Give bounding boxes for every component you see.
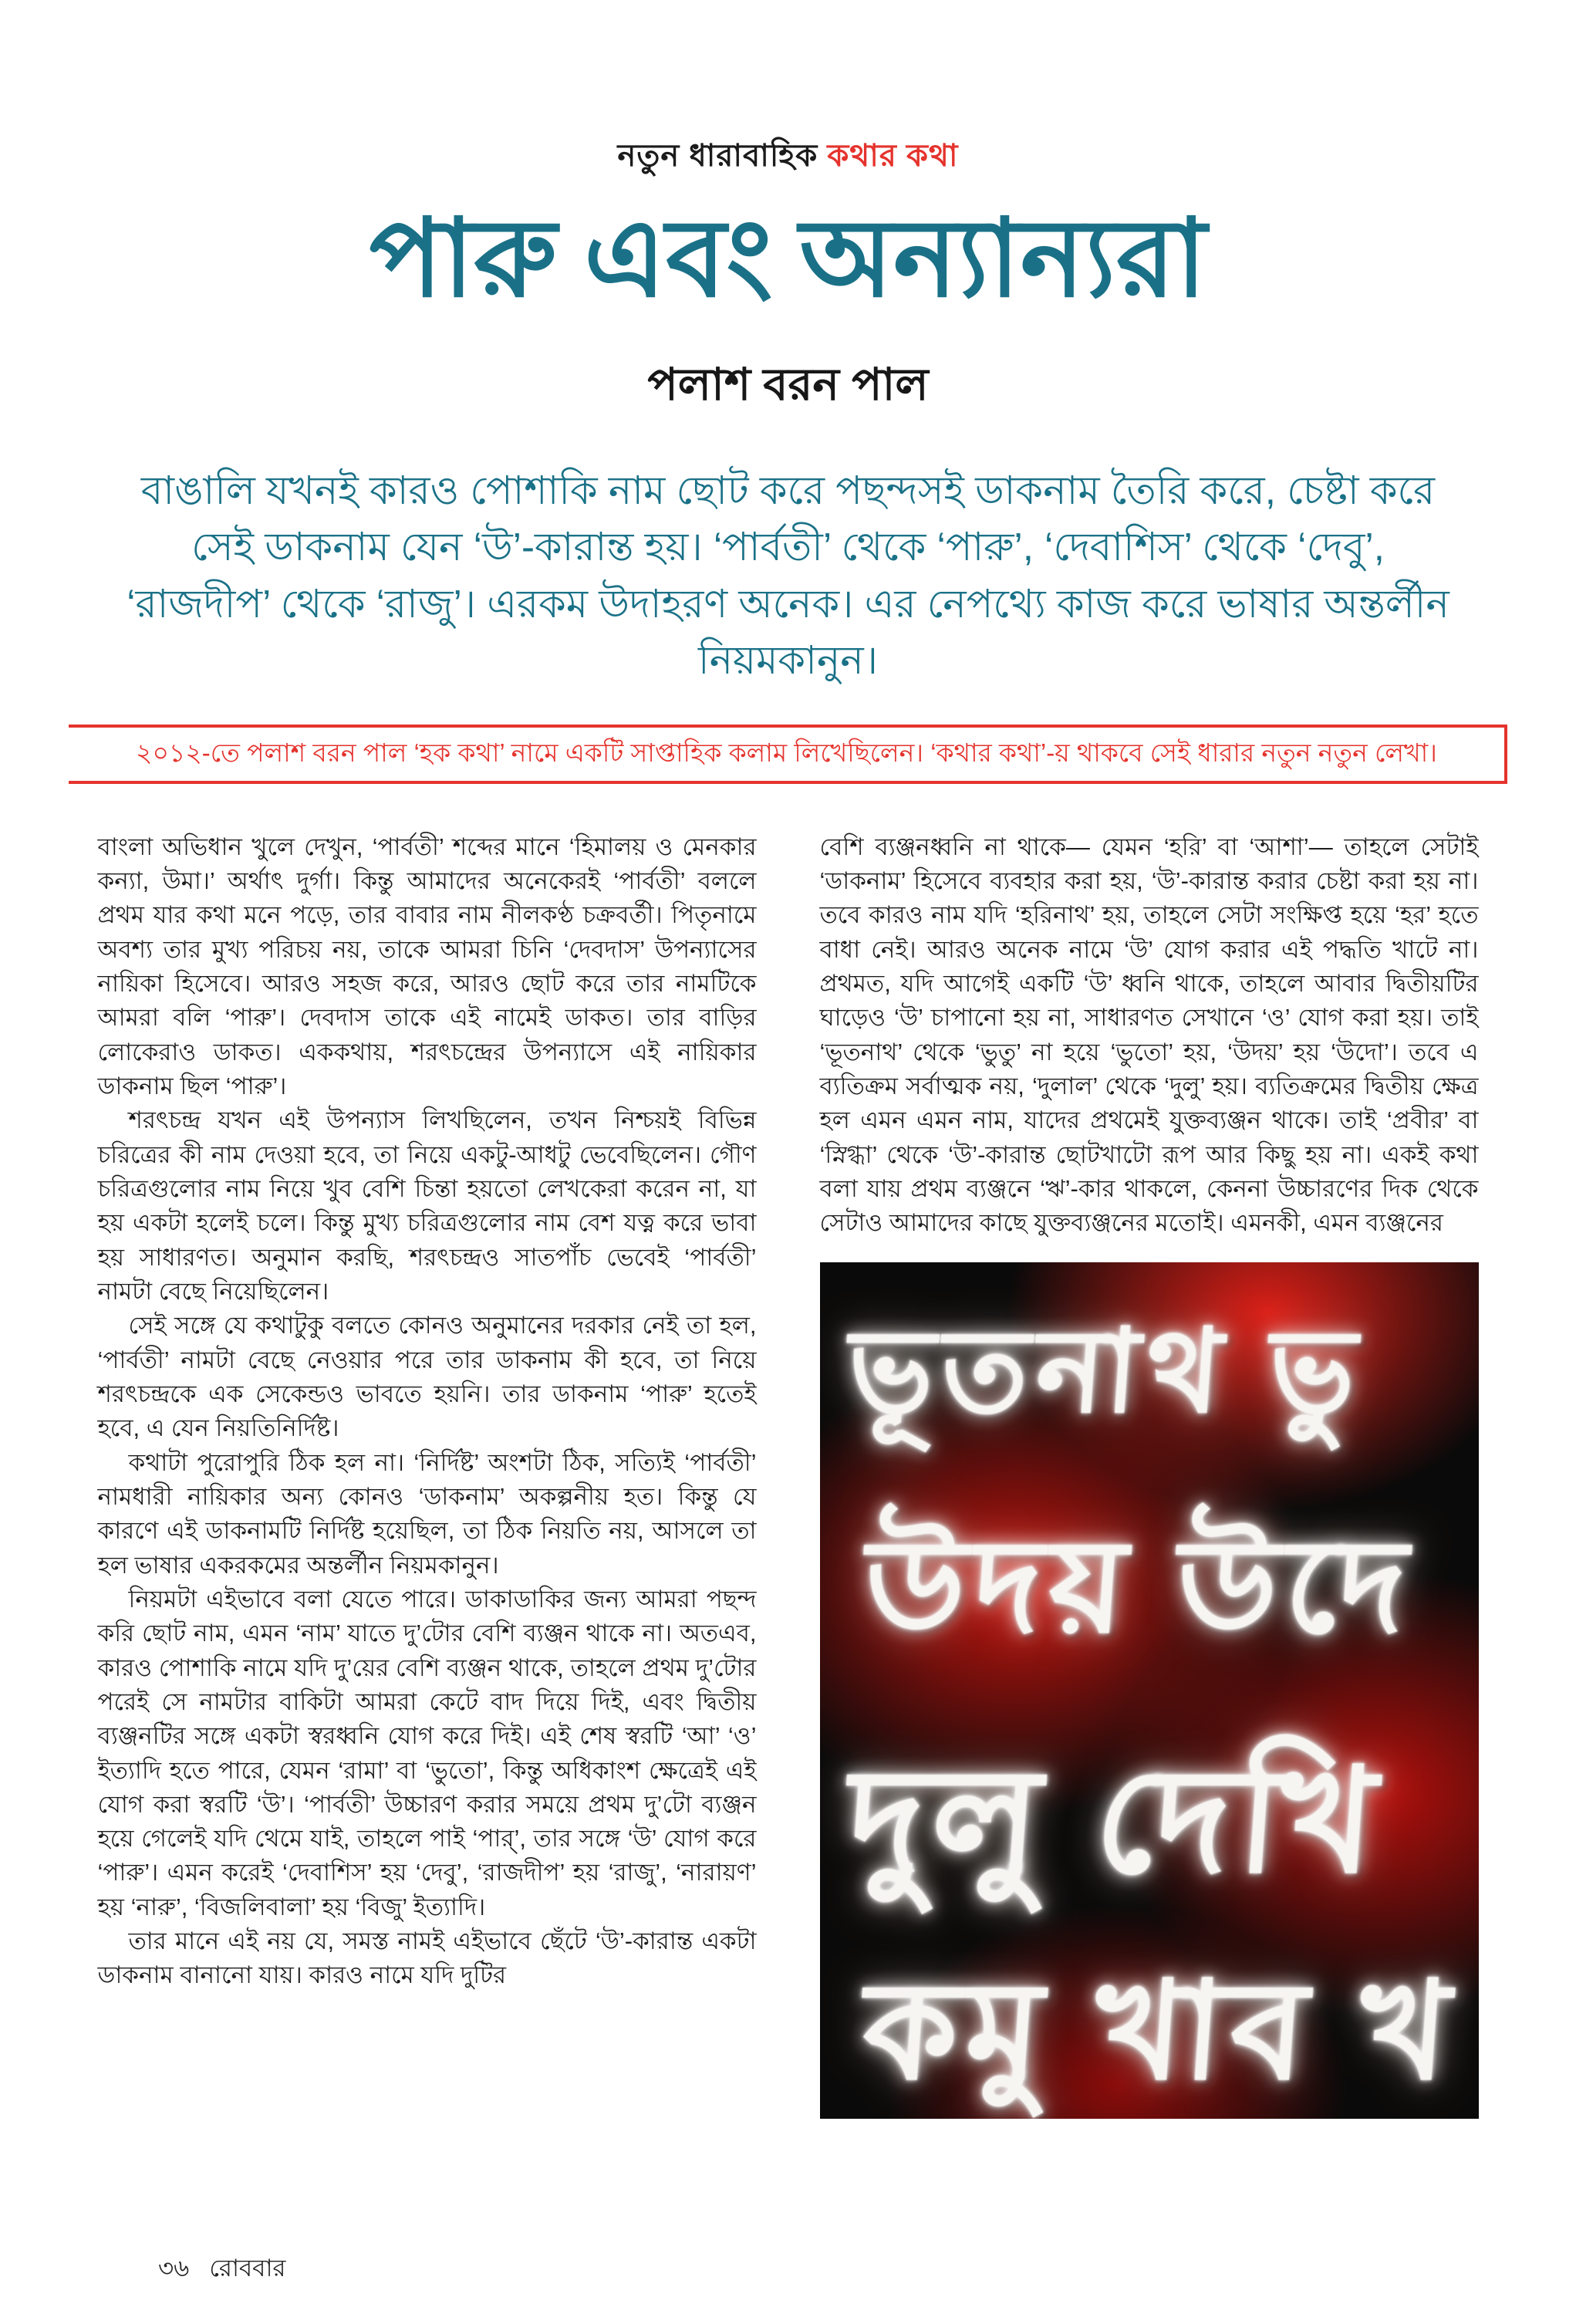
magazine-name: রোববার (209, 2255, 286, 2282)
body-paragraph: সেই সঙ্গে যে কথাটুকু বলতে কোনও অনুমানের দরকার নেই তা হল, ‘পার্বতী’ নামটা বেছে নেওয়ার পরে তার ডাকনাম কী হবে, তা নিয়ে শরৎচন্দ্রকে এক সেকেন্ডও ভাবতে হয়নি। তার ডাকনাম ‘পারু’ হতেই হবে, এ যেন নিয়তিনির্দিষ্ট। (97, 1312, 757, 1442)
page-footer (158, 2250, 285, 2290)
body-paragraph: তার মানে এই নয় যে, সমস্ত নামই এইভাবে ছেঁটে ‘উ’-কারান্ত একটা ডাকনাম বানানো যায়। কারও নামে যদি দুটির (97, 1927, 757, 1989)
body-paragraph: বেশি ব্যঞ্জনধ্বনি না থাকে— যেমন ‘হরি’ বা ‘আশা’— তাহলে সেটাই ‘ডাকনাম’ হিসেবে ব্যবহার করা হয়, ‘উ’-কারান্ত করার চেষ্টা করা হয় না। তবে কারও নাম যদি ‘হরিনাথ’ হয়, তাহলে সেটা সংক্ষিপ্ত হয়ে ‘হর’ হতে বাধা নেই। আরও অনেক নামে ‘উ’ যোগ করার এই পদ্ধতি খাটে না। প্রথমত, যদি আগেই একটি ‘উ’ ধ্বনি থাকে, তাহলে আবার দ্বিতীয়টির ঘাড়েও ‘উ’ চাপানো হয় না, সাধারণত সেখানে ‘ও’ যোগ করা হয়। তাই ‘ভূতনাথ’ থেকে ‘ভুতু’ না হয়ে ‘ভুতো’ হয়, ‘উদয়’ হয় ‘উদো’। তবে এ ব্যতিক্রম সর্বাত্মক নয়, ‘দুলাল’ থেকে ‘দুলু’ হয়। ব্যতিক্রমের দ্বিতীয় ক্ষেত্র হল এমন এমন নাম, যাদের প্রথমেই যুক্তব্যঞ্জন থাকে। তাই ‘প্রবীর’ বা ‘স্নিগ্ধা’ থেকে ‘উ’-কারান্ত ছোটখাটো রূপ আর কিছু হয় না। একই কথা বলা যায় প্রথম ব্যঞ্জনে ‘ঋ’-কার থাকলে, কেননা উচ্চারণের দিক থেকে সেটাও আমাদের কাছে যুক্তব্যঞ্জনের মতোই। এমনকী, এমন ব্যঞ্জনের (819, 833, 1479, 1237)
author-byline: পলাশ বরন পাল (647, 360, 929, 410)
body-paragraph: কথাটা পুরোপুরি ঠিক হল না। ‘নির্দিষ্ট’ অংশটা ঠিক, সত্যিই ‘পার্বতী’ নামধারী নায়িকার অন্য কোনও ‘ডাকনাম’ অকল্পনীয় হত। কিন্তু যে কারণে এই ডাকনামটি নির্দিষ্ট হয়েছিল, তা ঠিক নিয়তি নয়, আসলে তা হল ভাষার একরকমের অন্তর্লীন নিয়মকানুন। (97, 1448, 757, 1579)
body-paragraph: বাংলা অভিধান খুলে দেখুন, ‘পার্বতী’ শব্দের মানে ‘হিমালয় ও মেনকার কন্যা, উমা।’ অর্থাৎ দুর্গা। কিন্তু আমাদের অনেকেরই ‘পার্বতী’ বললে প্রথম যার কথা মনে পড়ে, তার বাবার নাম নীলকণ্ঠ চক্রবর্তী। পিতৃনামে অবশ্য তার মুখ্য পরিচয় নয়, তাকে আমরা চিনি ‘দেবদাস’ উপন্যাসের নায়িকা হিসেবে। আরও সহজ করে, আরও ছোট করে তার নামটিকে আমরা বলি ‘পারু’। দেবদাস তাকে এই নামেই ডাকত। তার বাড়ির লোকেরাও ডাকত। এককথায়, শরৎচন্দ্রের উপন্যাসে এই নায়িকার ডাকনাম ছিল ‘পারু’। (97, 833, 757, 1100)
series-name: কথার কথা (827, 139, 959, 173)
article-lede: বাঙালি যখনই কারও পোশাকি নাম ছোট করে পছন্দসই ডাকনাম তৈরি করে, চেষ্টা করে সেই ডাকনাম যেন ‘উ’-কারান্ত হয়। ‘পার্বতী’ থেকে ‘পারু’, ‘দেবাশিস’ থেকে ‘দেবু’, ‘রাজদীপ’ থেকে ‘রাজু’। এরকম উদাহরণ অনেক। এর নেপথ্যে কাজ করে ভাষার অন্তর্লীন নিয়মকানুন। (127, 468, 1449, 683)
page-number: ৩৬ (158, 2255, 190, 2282)
article-image (820, 1262, 1479, 2119)
image-word: ভূতনাথ ভু (842, 1306, 1368, 1436)
series-standfirst: ২০১২-তে পলাশ বরন পাল ‘হক কথা’ নামে একটি সাপ্তাহিক কলাম লিখেছিলেন। ‘কথার কথা’-য় থাকবে সেই ধারার নতুন নতুন লেখা। (69, 725, 1507, 784)
right-column (820, 830, 1479, 2119)
article-title: পারু এবং অন্যান্যরা (369, 200, 1207, 319)
body-paragraph: নিয়মটা এইভাবে বলা যেতে পারে। ডাকাডাকির জন্য আমরা পছন্দ করি ছোট নাম, এমন ‘নাম’ যাতে দু’টোর বেশি ব্যঞ্জন থাকে না। অতএব, কারও পোশাকি নামে যদি দু’য়ের বেশি ব্যঞ্জন থাকে, তাহলে প্রথম দু’টোর পরেই সে নামটার বাকিটা আমরা কেটে বাদ দিয়ে দিই, এবং দ্বিতীয় ব্যঞ্জনটির সঙ্গে একটা স্বরধ্বনি যোগ করে দিই। এই শেষ স্বরটি ‘আ’ ‘ও’ ইত্যাদি হতে পারে, যেমন ‘রামা’ বা ‘ভুতো’, কিন্তু অধিকাংশ ক্ষেত্রেই এই যোগ করা স্বরটি ‘উ’। ‘পার্বতী’ উচ্চারণ করার সময়ে প্রথম দু’টো ব্যঞ্জন হয়ে গেলেই যদি থেমে যাই, তাহলে পাই ‘পার্’, তার সঙ্গে ‘উ’ যোগ করে ‘পারু’। এমন করেই ‘দেবাশিস’ হয় ‘দেবু’, ‘রাজদীপ’ হয় ‘রাজু’, ‘নারায়ণ’ হয় ‘নারু’, ‘বিজলিবালা’ হয় ‘বিজু’ ইত্যাদি। (97, 1585, 757, 1920)
image-word: দুলু দেখি (842, 1739, 1389, 1902)
series-kicker (0, 131, 1576, 183)
image-word: উদয় উদে (859, 1513, 1419, 1659)
image-word: কমু খাব খ (857, 1955, 1462, 2107)
left-column (98, 830, 757, 2119)
article-body (98, 830, 1479, 2119)
article-header (0, 0, 1576, 784)
body-paragraph: শরৎচন্দ্র যখন এই উপন্যাস লিখছিলেন, তখন নিশ্চয়ই বিভিন্ন চরিত্রের কী নাম দেওয়া হবে, তা নিয়ে একটু-আধটু ভেবেছিলেন। গৌণ চরিত্রগুলোর নাম নিয়ে খুব বেশি চিন্তা হয়তো লেখকেরা করেন না, যা হয় একটা হলেই চলে। কিন্তু মুখ্য চরিত্রগুলোর নাম বেশ যত্ন করে ভাবা হয় সাধারণত। অনুমান করছি, শরৎচন্দ্রও সাতপাঁচ ভেবেই ‘পার্বতী’ নামটা বেছে নিয়েছিলেন। (97, 1106, 757, 1305)
kicker-prefix: নতুন ধারাবাহিক (617, 139, 818, 173)
